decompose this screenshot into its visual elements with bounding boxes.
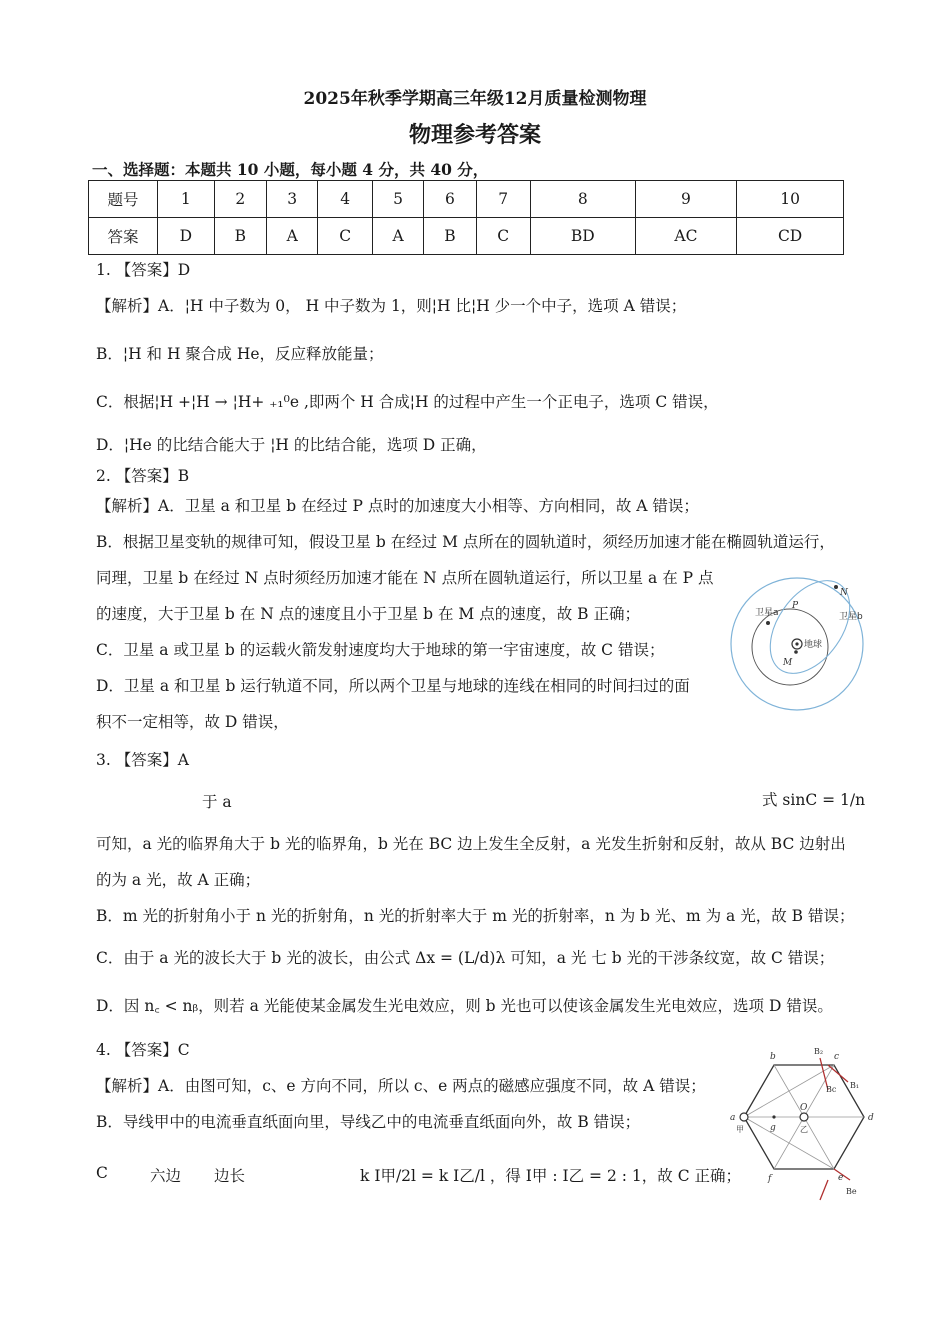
table-cell: AC <box>635 218 737 255</box>
table-cell: A <box>266 218 317 255</box>
label-b: b <box>770 1052 776 1062</box>
label-e: e <box>838 1173 844 1183</box>
section-heading: 一、选择题：本题共 10 小题，每小题 4 分，共 40 分， <box>92 160 489 179</box>
q3-line: B．m 光的折射角小于 n 光的折射角，n 光的折射率大于 m 光的折射率，n 为 b 光、m 为 a 光，故 B 错误； <box>96 907 855 925</box>
table-cell-label: 答案 <box>89 218 158 255</box>
q4-line: 【解析】A．由图可知，c、e 方向不同，所以 c、e 两点的磁感应强度不同，故 A 错误； <box>96 1077 706 1095</box>
q4-line-c-label: C <box>96 1164 108 1182</box>
label-yi: 乙 <box>800 1125 808 1134</box>
q4-line: B．导线甲中的电流垂直纸面向里，导线乙中的电流垂直纸面向外，故 B 错误； <box>96 1113 641 1131</box>
point-m-dot <box>794 650 798 654</box>
q3-answer: 3. 【答案】A <box>96 751 189 769</box>
label-n: N <box>840 588 848 598</box>
table-cell: 4 <box>318 181 372 218</box>
table-cell: C <box>476 218 530 255</box>
table-cell: 2 <box>214 181 266 218</box>
table-row-answers <box>89 218 844 255</box>
ellipse-orbit <box>754 575 866 688</box>
doc-title: 物理参考答案 <box>408 122 541 148</box>
field-vector-icon <box>820 1180 828 1200</box>
q4-answer: 4. 【答案】C <box>96 1041 190 1059</box>
q4-line-c-formula: k I甲/2l = k I乙/l ，得 I甲 : I乙 = 2 : 1，故 C 正确； <box>360 1167 741 1185</box>
q2-line: D．卫星 a 和卫星 b 运行轨道不同，所以两个卫星与地球的连线在相同的时间扫过的面 <box>96 677 690 695</box>
table-cell-label: 题号 <box>89 181 158 218</box>
table-cell: 5 <box>372 181 423 218</box>
q3-line: D．因 n꜀ < nᵦ，则若 a 光能使某金属发生光电效应，则 b 光也可以使该金属发生光电效应，选项 D 错误。 <box>96 997 833 1015</box>
label-jia: 甲 <box>736 1125 744 1134</box>
satellite-a-dot <box>766 621 770 625</box>
hex-line <box>744 1065 834 1117</box>
q2-line: B．根据卫星变轨的规律可知，假设卫星 b 在经过 M 点所在的圆轨道时，须经历加速才能在椭圆轨道运行， <box>96 533 835 551</box>
q1-answer: 1. 【答案】D <box>96 261 191 279</box>
table-cell: 1 <box>158 181 215 218</box>
q3-line: C．由于 a 光的波长大于 b 光的波长，由公式 Δx = (L/d)λ 可知，a 光 七 b 光的干涉条纹宽，故 C 错误； <box>96 949 835 967</box>
label-m: M <box>783 658 793 668</box>
point-g-dot <box>772 1115 775 1118</box>
earth-center <box>795 642 798 645</box>
table-cell: 10 <box>737 181 844 218</box>
label-earth: 地球 <box>804 640 823 650</box>
label-bc: Bc <box>826 1085 837 1094</box>
label-c: c <box>834 1052 840 1062</box>
label-be: Be <box>846 1187 857 1196</box>
table-cell: 3 <box>266 181 317 218</box>
table-row-numbers <box>89 181 844 218</box>
label-o: O <box>800 1103 808 1113</box>
label-b1: B₁ <box>850 1081 860 1090</box>
label-g: g <box>770 1123 776 1133</box>
table-cell: 8 <box>530 181 635 218</box>
label-p: P <box>792 601 799 611</box>
table-cell: 6 <box>424 181 476 218</box>
exam-title: 2025年秋季学期高三年级12月质量检测物理 <box>303 89 647 109</box>
table-cell: C <box>318 218 372 255</box>
q1-line: C．根据¦H +¦H → ¦H+ ₊₁⁰e ,即两个 H 合成¦H 的过程中产生一个正电子，选项 C 错误， <box>96 393 719 411</box>
q2-answer: 2. 【答案】B <box>96 467 190 485</box>
wire-yi-icon <box>800 1113 808 1121</box>
table-cell: B <box>424 218 476 255</box>
point-n-dot <box>834 585 838 589</box>
field-vector-icon <box>828 1065 848 1082</box>
label-sat-b: 卫星b <box>839 612 863 622</box>
answer-table <box>88 180 844 255</box>
table-cell: B <box>214 218 266 255</box>
q2-line: C．卫星 a 或卫星 b 的运载火箭发射速度均大于地球的第一宇宙速度，故 C 错误； <box>96 641 665 659</box>
q4-line-c-fragment: 六边 <box>150 1167 182 1185</box>
label-sat-a: 卫星a <box>755 608 779 618</box>
q3-line: 的为 a 光，故 A 正确； <box>96 871 261 889</box>
q1-line: B．¦H 和 H 聚合成 He，反应释放能量； <box>96 345 384 363</box>
table-cell: D <box>158 218 215 255</box>
q1-line: 【解析】A．¦H 中子数为 0， H 中子数为 1，则¦H 比¦H 少一个中子，选项 A 错误； <box>96 297 687 315</box>
table-cell: A <box>372 218 423 255</box>
table-cell: 7 <box>476 181 530 218</box>
label-a: a <box>730 1113 736 1123</box>
q4-line-c-fragment: 边长 <box>214 1167 246 1185</box>
q1-line: D．¦He 的比结合能大于 ¦H 的比结合能，选项 D 正确， <box>96 436 487 454</box>
table-cell: BD <box>530 218 635 255</box>
q2-line: 积不一定相等，故 D 错误， <box>96 713 289 731</box>
q2-line: 【解析】A．卫星 a 和卫星 b 在经过 P 点时的加速度大小相等、方向相同，故 A 错误； <box>96 497 699 515</box>
q3-fragment-right: 式 sinC = 1/n <box>762 791 866 809</box>
q2-line: 同理，卫星 b 在经过 N 点时须经历加速才能在 N 点所在圆轨道运行，所以卫星 a 在 P 点 <box>96 569 714 587</box>
hexagon-diagram <box>728 1040 880 1210</box>
orbit-diagram <box>728 575 866 713</box>
hex-line <box>744 1117 834 1169</box>
wire-jia-icon <box>740 1113 748 1121</box>
q3-line: 可知，a 光的临界角大于 b 光的临界角，b 光在 BC 边上发生全反射，a 光发生折射和反射，故从 BC 边射出 <box>96 835 846 853</box>
q3-fragment-left: 于 a <box>202 793 232 811</box>
q2-line: 的速度，大于卫星 b 在 N 点的速度且小于卫星 b 在 M 点的速度，故 B 正确； <box>96 605 640 623</box>
label-d: d <box>868 1113 874 1123</box>
table-cell: CD <box>737 218 844 255</box>
label-b2: B₂ <box>814 1047 824 1056</box>
table-cell: 9 <box>635 181 737 218</box>
label-f: f <box>768 1174 772 1184</box>
